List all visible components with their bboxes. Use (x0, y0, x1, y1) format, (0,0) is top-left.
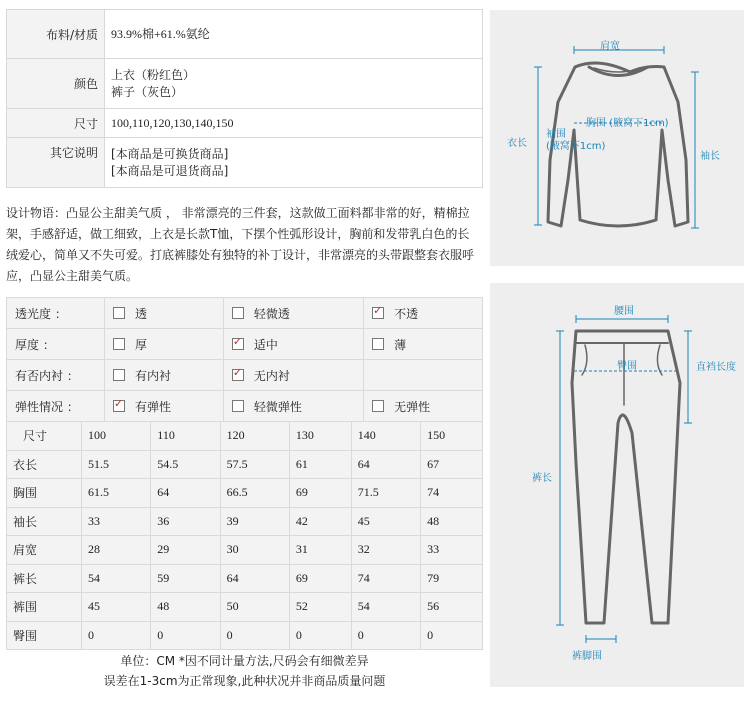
spec-row-color (7, 59, 483, 109)
row-label: 胸围 (7, 479, 82, 508)
table-cell: 31 (289, 536, 351, 565)
row-label: 裤长 (7, 564, 82, 593)
table-cell: 45 (82, 593, 151, 622)
label-waist: 腰围 (614, 306, 634, 317)
table-row (7, 621, 483, 650)
property-label: 有否内衬 ： (7, 360, 105, 391)
table-cell: 39 (220, 507, 289, 536)
checkbox-icon (113, 369, 125, 381)
option-label: 薄 (394, 337, 407, 352)
checkbox-icon (232, 307, 244, 319)
table-cell: 29 (151, 536, 220, 565)
table-cell: 54.5 (151, 450, 220, 479)
property-option (105, 298, 224, 329)
option-label: 适中 (253, 337, 278, 352)
spec-table (6, 9, 483, 188)
table-cell: 0 (351, 621, 420, 650)
property-option (364, 298, 483, 329)
option-label: 厚 (135, 337, 148, 352)
header-cell: 120 (220, 422, 289, 451)
header-cell: 尺寸 (7, 422, 82, 451)
row-label: 肩宽 (7, 536, 82, 565)
option-label: 有内衬 (135, 368, 172, 383)
spec-label: 其它说明 (7, 138, 105, 188)
table-row (7, 564, 483, 593)
property-row-elasticity (7, 391, 483, 422)
checkbox-icon (372, 338, 384, 350)
table-row (7, 536, 483, 565)
row-label: 衣长 (7, 450, 82, 479)
property-option (364, 329, 483, 360)
checkbox-checked-icon (113, 400, 125, 412)
table-cell: 59 (151, 564, 220, 593)
row-label: 臀围 (7, 621, 82, 650)
header-cell: 140 (351, 422, 420, 451)
property-option (105, 360, 224, 391)
table-row (7, 593, 483, 622)
table-cell: 69 (289, 479, 351, 508)
table-cell: 61 (289, 450, 351, 479)
spec-value-line: 裤子（灰色） (111, 84, 184, 99)
spec-row-other (7, 138, 483, 188)
table-cell: 74 (421, 479, 483, 508)
property-label: 厚度 ： (7, 329, 105, 360)
table-cell: 71.5 (351, 479, 420, 508)
spec-value: 93.9%棉+61.%氨纶 (105, 10, 483, 59)
table-cell: 45 (351, 507, 420, 536)
table-cell: 74 (351, 564, 420, 593)
option-label: 不透 (394, 306, 419, 321)
property-option (223, 391, 363, 422)
checkbox-checked-icon (232, 369, 244, 381)
tolerance-note: 误差在1-3cm为正常现象,此种状况并非商品质量问题 (103, 674, 386, 688)
table-row (7, 507, 483, 536)
label-sleeve-width: 袖围 (546, 129, 566, 140)
table-cell: 0 (151, 621, 220, 650)
table-cell: 50 (220, 593, 289, 622)
checkbox-icon (113, 338, 125, 350)
label-sleeve-width-note: (腋窝下1cm) (546, 141, 606, 152)
table-cell: 54 (351, 593, 420, 622)
table-cell: 48 (421, 507, 483, 536)
table-cell: 64 (151, 479, 220, 508)
label-shoulder: 肩宽 (600, 41, 620, 52)
label-length: 衣长 (507, 138, 527, 149)
table-cell: 42 (289, 507, 351, 536)
checkbox-checked-icon (372, 307, 384, 319)
row-label: 袖长 (7, 507, 82, 536)
spec-value-line: [本商品是可退货商品] (111, 163, 229, 178)
table-row (7, 479, 483, 508)
table-cell: 51.5 (82, 450, 151, 479)
spec-value: 100,110,120,130,140,150 (105, 109, 483, 138)
header-cell: 100 (82, 422, 151, 451)
tshirt-diagram (490, 10, 744, 266)
label-hip: 臀围 (617, 361, 637, 372)
spec-value-line: 上衣（粉红色） (111, 67, 196, 82)
spec-value-line: [本商品是可换货商品] (111, 146, 229, 161)
table-cell: 36 (151, 507, 220, 536)
table-row (7, 450, 483, 479)
label-rise: 直裆长度 (696, 362, 736, 373)
checkbox-checked-icon (232, 338, 244, 350)
table-cell: 33 (421, 536, 483, 565)
table-cell: 64 (351, 450, 420, 479)
pants-diagram (490, 283, 744, 687)
size-table-header (7, 422, 483, 451)
header-cell: 110 (151, 422, 220, 451)
spec-value (105, 59, 483, 109)
option-label: 有弹性 (135, 399, 172, 414)
table-cell: 33 (82, 507, 151, 536)
header-cell: 150 (421, 422, 483, 451)
table-cell: 79 (421, 564, 483, 593)
property-option-empty (364, 360, 483, 391)
property-option (105, 391, 224, 422)
spec-row-material (7, 10, 483, 59)
table-cell: 64 (220, 564, 289, 593)
property-table (6, 297, 483, 422)
property-row-lining (7, 360, 483, 391)
property-option (223, 298, 363, 329)
property-label: 透光度 ： (7, 298, 105, 329)
property-row-transparency (7, 298, 483, 329)
table-cell: 54 (82, 564, 151, 593)
option-label: 无内衬 (253, 368, 290, 383)
table-cell: 0 (220, 621, 289, 650)
table-cell: 30 (220, 536, 289, 565)
spec-label: 颜色 (7, 59, 105, 109)
spec-label: 布料/材质 (7, 10, 105, 59)
label-sleeve: 袖长 (700, 151, 720, 162)
spec-value (105, 138, 483, 188)
table-cell: 61.5 (82, 479, 151, 508)
table-cell: 57.5 (220, 450, 289, 479)
property-option (105, 329, 224, 360)
checkbox-icon (113, 307, 125, 319)
pants-outline-icon (490, 283, 744, 687)
table-cell: 66.5 (220, 479, 289, 508)
header-cell: 130 (289, 422, 351, 451)
table-cell: 67 (421, 450, 483, 479)
table-cell: 56 (421, 593, 483, 622)
spec-row-size (7, 109, 483, 138)
property-label: 弹性情况 ： (7, 391, 105, 422)
design-description: 设计物语：凸显公主甜美气质 ， 非常漂亮的三件套，这款做工面料都非常的好，精棉拉架，手感舒适，做工细致，上衣是长款T恤，下摆个性弧形设计，胸前和发带乳白色的长绒爱心，简单又不失可爱。打底裤膝处有独特的补丁设计，非常漂亮的头带跟整套衣服呼应，凸显公主甜美气质。 (6, 206, 475, 283)
label-chest: 胸围 (腋窝下1cm) (586, 118, 669, 129)
table-cell: 0 (82, 621, 151, 650)
property-option (223, 329, 363, 360)
checkbox-icon (232, 400, 244, 412)
option-label: 轻微透 (253, 306, 290, 321)
spec-label: 尺寸 (7, 109, 105, 138)
option-label: 无弹性 (394, 399, 431, 414)
property-row-thickness (7, 329, 483, 360)
option-label: 轻微弹性 (253, 399, 302, 414)
property-option (364, 391, 483, 422)
checkbox-icon (372, 400, 384, 412)
label-leg-opening: 裤脚围 (572, 651, 602, 662)
option-label: 透 (135, 306, 148, 321)
table-cell: 48 (151, 593, 220, 622)
label-pants-length: 裤长 (532, 473, 552, 484)
table-cell: 32 (351, 536, 420, 565)
row-label: 裤围 (7, 593, 82, 622)
size-table (6, 421, 483, 650)
property-option (223, 360, 363, 391)
table-cell: 69 (289, 564, 351, 593)
table-cell: 0 (289, 621, 351, 650)
table-cell: 0 (421, 621, 483, 650)
table-cell: 52 (289, 593, 351, 622)
unit-note: 单位：CM *因不同计量方法,尺码会有细微差异 (120, 654, 369, 668)
table-cell: 28 (82, 536, 151, 565)
